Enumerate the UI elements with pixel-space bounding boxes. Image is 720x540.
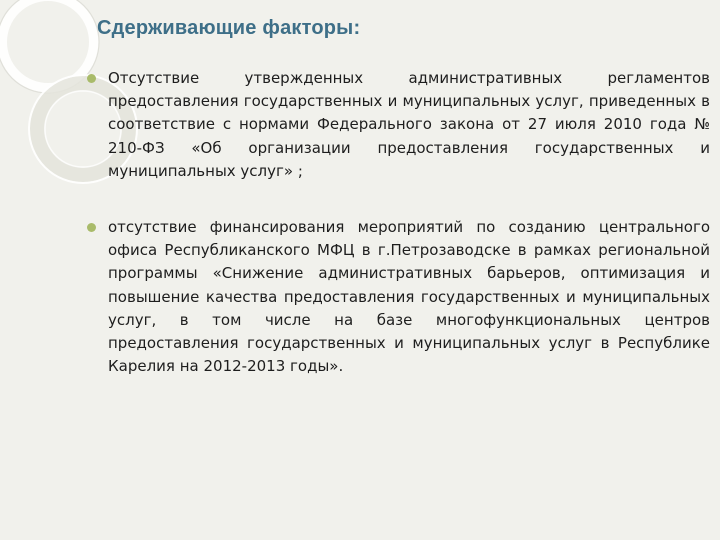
list-item xyxy=(84,67,710,183)
list-item xyxy=(84,216,710,378)
factor-list xyxy=(84,67,710,378)
bullet-dot-icon xyxy=(87,74,96,83)
list-item-text: отсутствие финансирования мероприятий по созданию центрального офиса Республиканского МФЦ в г.Петрозаводске в рамках региональной программы «Снижение административных барьеров, оптимизация и повышение качества предоставления государственных и муниципальных услуг, в том числе на базе многофункциональных центров предоставления государственных и муниципальных услуг в Республике Карелия на 2012-2013 годы». xyxy=(108,218,710,376)
list-item-text: Отсутствие утвержденных административных регламентов предоставления государственных и муниципальных услуг, приведенных в соответствие с нормами Федерального закона от 27 июля 2010 года № 210-ФЗ «Об организации предоставления государственных и муниципальных услуг» ; xyxy=(108,69,710,180)
bullet-dot-icon xyxy=(87,223,96,232)
deco-ring-large xyxy=(2,0,94,88)
slide-title: Сдерживающие факторы: xyxy=(97,17,361,39)
